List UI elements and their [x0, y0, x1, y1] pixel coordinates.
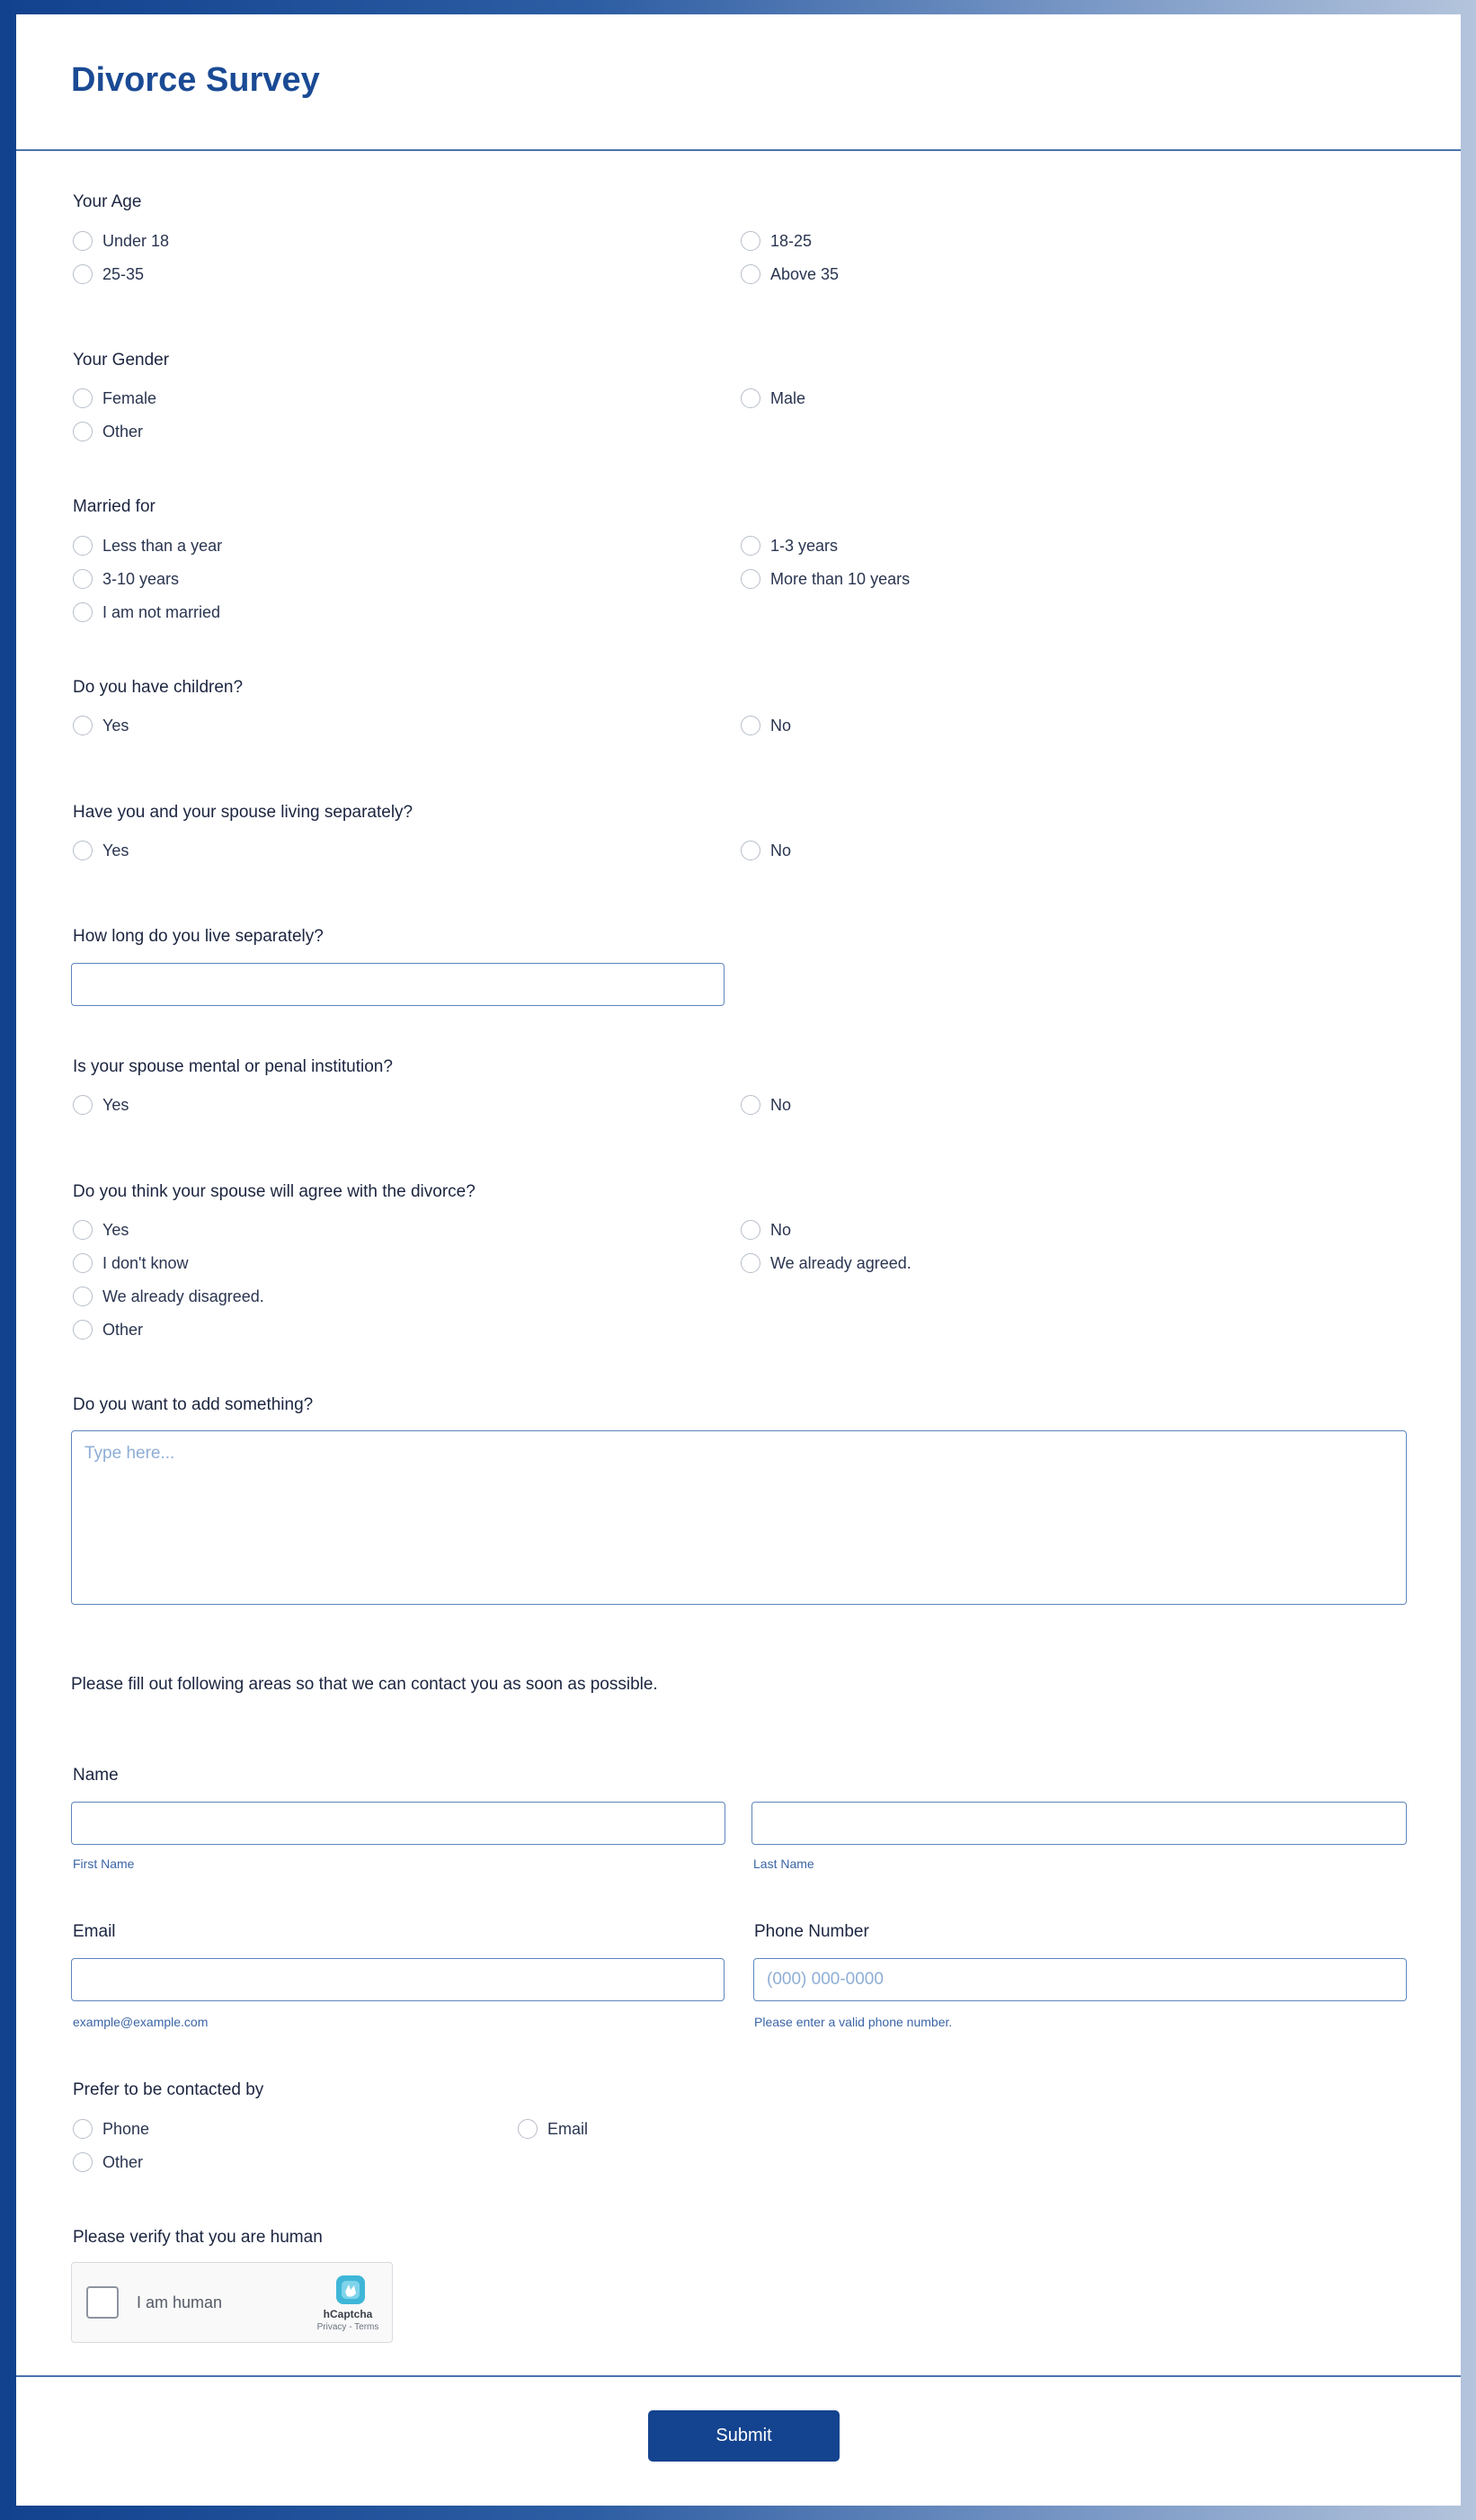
- radio-icon[interactable]: [73, 231, 93, 251]
- children-label: Do you have children?: [73, 678, 244, 697]
- form-card: [16, 14, 1461, 2506]
- radio-icon[interactable]: [73, 1220, 93, 1240]
- agree-option-no[interactable]: No: [741, 1220, 791, 1240]
- married-option-more-than-10[interactable]: More than 10 years: [741, 569, 910, 589]
- footer-divider: [16, 2375, 1461, 2377]
- radio-icon[interactable]: [73, 536, 93, 556]
- radio-icon[interactable]: [73, 1320, 93, 1340]
- separately-label: Have you and your spouse living separately?: [73, 803, 413, 822]
- how-long-input[interactable]: [71, 963, 725, 1006]
- married-option-less-than-year[interactable]: Less than a year: [73, 536, 222, 556]
- institution-option-no[interactable]: No: [741, 1095, 791, 1115]
- add-something-label: Do you want to add something?: [73, 1395, 314, 1414]
- radio-icon[interactable]: [741, 264, 760, 284]
- verify-label: Please verify that you are human: [73, 2228, 323, 2247]
- radio-icon[interactable]: [741, 841, 760, 860]
- radio-icon[interactable]: [73, 1253, 93, 1273]
- last-name-sublabel: Last Name: [753, 1857, 814, 1871]
- children-option-no[interactable]: No: [741, 716, 791, 735]
- agree-option-already-disagreed[interactable]: We already disagreed.: [73, 1287, 264, 1306]
- email-sublabel: example@example.com: [73, 2015, 209, 2029]
- radio-icon[interactable]: [73, 422, 93, 441]
- age-option-above-35[interactable]: Above 35: [741, 264, 839, 284]
- first-name-input[interactable]: [71, 1802, 725, 1845]
- contact-info-text: Please fill out following areas so that we can contact you as soon as possible.: [71, 1675, 658, 1694]
- agree-option-yes[interactable]: Yes: [73, 1220, 129, 1240]
- phone-input[interactable]: [753, 1958, 1407, 2001]
- gender-option-other[interactable]: Other: [73, 422, 143, 441]
- phone-label: Phone Number: [754, 1922, 869, 1941]
- page-title: Divorce Survey: [71, 61, 320, 99]
- radio-icon[interactable]: [73, 841, 93, 860]
- radio-icon[interactable]: [73, 602, 93, 622]
- contact-option-other[interactable]: Other: [73, 2152, 143, 2172]
- institution-label: Is your spouse mental or penal institution?: [73, 1057, 393, 1076]
- hcaptcha-footer-links[interactable]: Privacy - Terms: [316, 2322, 379, 2332]
- agree-option-other[interactable]: Other: [73, 1320, 143, 1340]
- contact-pref-label: Prefer to be contacted by: [73, 2080, 264, 2099]
- age-option-18-25[interactable]: 18-25: [741, 231, 812, 251]
- hcaptcha-brand: hCaptcha: [323, 2308, 373, 2320]
- phone-sublabel: Please enter a valid phone number.: [754, 2015, 953, 2029]
- radio-icon[interactable]: [741, 536, 760, 556]
- how-long-label: How long do you live separately?: [73, 927, 324, 946]
- married-option-3-10-years[interactable]: 3-10 years: [73, 569, 179, 589]
- married-option-not-married[interactable]: I am not married: [73, 602, 220, 622]
- radio-icon[interactable]: [73, 1287, 93, 1306]
- married-label: Married for: [73, 497, 156, 516]
- institution-option-yes[interactable]: Yes: [73, 1095, 129, 1115]
- children-option-yes[interactable]: Yes: [73, 716, 129, 735]
- gender-option-female[interactable]: Female: [73, 388, 156, 408]
- hcaptcha-widget: [71, 2262, 393, 2343]
- age-label: Your Age: [73, 192, 142, 211]
- radio-icon[interactable]: [73, 264, 93, 284]
- radio-icon[interactable]: [73, 1095, 93, 1115]
- captcha-checkbox-label: I am human: [137, 2293, 223, 2311]
- age-option-25-35[interactable]: 25-35: [73, 264, 144, 284]
- radio-icon[interactable]: [741, 1253, 760, 1273]
- agree-label: Do you think your spouse will agree with the divorce?: [73, 1182, 476, 1201]
- radio-icon[interactable]: [741, 231, 760, 251]
- radio-icon[interactable]: [741, 1220, 760, 1240]
- name-label: Name: [73, 1766, 119, 1785]
- gender-option-male[interactable]: Male: [741, 388, 805, 408]
- agree-option-already-agreed[interactable]: We already agreed.: [741, 1253, 911, 1273]
- radio-icon[interactable]: [741, 716, 760, 735]
- contact-option-phone[interactable]: Phone: [73, 2119, 149, 2139]
- radio-icon[interactable]: [73, 716, 93, 735]
- submit-button[interactable]: Submit: [648, 2410, 840, 2462]
- add-something-textarea[interactable]: [71, 1430, 1407, 1605]
- radio-icon[interactable]: [73, 388, 93, 408]
- captcha-checkbox[interactable]: [86, 2286, 119, 2319]
- radio-icon[interactable]: [741, 569, 760, 589]
- radio-icon[interactable]: [518, 2119, 538, 2139]
- separately-option-yes[interactable]: Yes: [73, 841, 129, 860]
- age-option-under-18[interactable]: Under 18: [73, 231, 169, 251]
- radio-icon[interactable]: [73, 569, 93, 589]
- agree-option-dont-know[interactable]: I don't know: [73, 1253, 189, 1273]
- separately-option-no[interactable]: No: [741, 841, 791, 860]
- radio-icon[interactable]: [73, 2119, 93, 2139]
- married-option-1-3-years[interactable]: 1-3 years: [741, 536, 838, 556]
- email-label: Email: [73, 1922, 116, 1941]
- gender-label: Your Gender: [73, 351, 170, 370]
- radio-icon[interactable]: [741, 1095, 760, 1115]
- form-header: [16, 14, 1461, 151]
- last-name-input[interactable]: [751, 1802, 1407, 1845]
- first-name-sublabel: First Name: [73, 1857, 135, 1871]
- radio-icon[interactable]: [73, 2152, 93, 2172]
- hcaptcha-logo-icon: [333, 2272, 369, 2308]
- contact-option-email[interactable]: Email: [518, 2119, 588, 2139]
- email-input[interactable]: [71, 1958, 725, 2001]
- radio-icon[interactable]: [741, 388, 760, 408]
